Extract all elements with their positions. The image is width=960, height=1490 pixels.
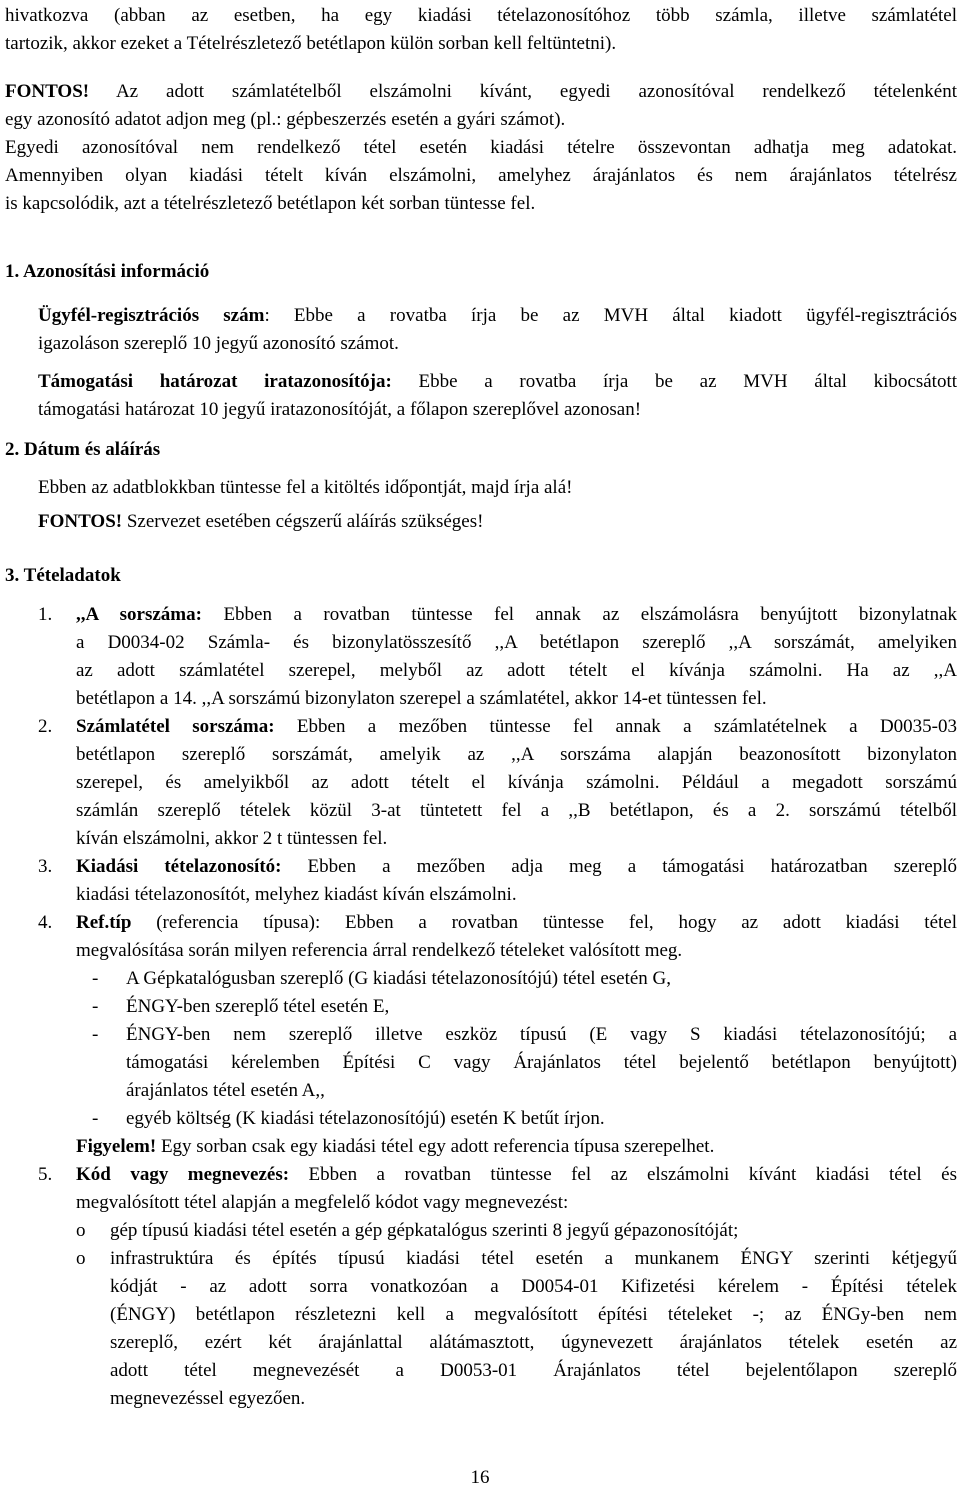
text-line (38, 304, 957, 328)
text-line: kódját - az adott sorra vonatkozóan a D0054-01 Kifizetési kérelem - Építési tételek (110, 1276, 957, 1297)
text-line (76, 603, 957, 627)
text-line: számlán szereplő tételek közül 3-at tüntetett fel a ,,B betétlapon, és a 2. sorszámú tételből (76, 800, 957, 821)
text-line (38, 510, 957, 534)
fontos-label: FONTOS! (5, 81, 90, 102)
text-line: a D0034-02 Számla- és bizonylatösszesítő ,,A betétlapon szereplő ,,A sorszámát, amelyiken (76, 632, 957, 653)
circle-bullet: o (76, 1248, 86, 1269)
text-line: kíván elszámolni, akkor 2 t tüntessen fel. (76, 828, 388, 849)
fontos-label: FONTOS! (38, 511, 123, 532)
dash-bullet: - (92, 1108, 99, 1129)
dash-bullet: - (92, 996, 99, 1017)
text-line: Ebben az adatblokkban tüntesse fel a kitöltés időpontját, majd írja alá! (38, 477, 573, 498)
text-line (76, 1163, 957, 1187)
text-span: Ebben a rovatban tüntesse fel annak az elszámolásra benyújtott bizonylatnak (201, 604, 957, 625)
text-line (76, 715, 957, 739)
text-line: tartozik, akkor ezeket a Tételrészletező betétlapon külön sorban kell feltüntetni). (5, 33, 617, 54)
text-line (76, 855, 957, 879)
text-line: megvalósított tétel alapján a megfelelő kódot vagy megnevezést: (76, 1192, 569, 1213)
text-span: Ebben a mezőben adja meg a támogatási határozatban szereplő (281, 856, 957, 877)
text-line (76, 911, 957, 935)
item-number: 3. (38, 856, 53, 877)
text-line: betétlapon a 14. ,,A sorszámú bizonylaton szerepel a számlatétel, akkor 14-et tüntessen fel. (76, 688, 767, 709)
term: ,,A sorszáma: (76, 604, 202, 625)
text-line: egy azonosító adatot adjon meg (pl.: gépbeszerzés esetén a gyári számot). (5, 109, 566, 130)
text-line: ÉNGY-ben szereplő tétel esetén E, (126, 996, 390, 1017)
term: Ügyfél-regisztrációs szám (38, 305, 265, 326)
section-heading: 2. Dátum és aláírás (5, 439, 161, 460)
circle-bullet: o (76, 1220, 86, 1241)
text-span: (referencia típusa): Ebben a rovatban tüntesse fel, hogy az adott kiadási tétel (131, 912, 957, 933)
text-span: Szervezet esetében cégszerű aláírás szükséges! (122, 511, 484, 532)
text-line: Egyedi azonosítóval nem rendelkező tétel esetén kiadási tételre összevontan adhatja meg adatokat. (5, 137, 957, 158)
section-heading: 3. Tételadatok (5, 565, 121, 586)
text-line: egyéb költség (K kiadási tételazonosítójú) esetén K betűt írjon. (126, 1108, 605, 1129)
item-number: 5. (38, 1164, 53, 1185)
text-span: Ebben a rovatban tüntesse fel az elszámolni kívánt kiadási tétel és (289, 1164, 957, 1185)
text-span: Ebben a mezőben tüntesse fel annak a számlatételnek a D0035-03 (274, 716, 957, 737)
text-line: hivatkozva (abban az esetben, ha egy kiadási tételazonosítóhoz több számla, illetve számlatétel (5, 5, 957, 26)
text-span: Az adott számlatételből elszámolni kívánt, egyedi azonosítóval rendelkező tételenként (89, 81, 957, 102)
text-line: is kapcsolódik, azt a tételrészletező betétlapon két sorban tüntesse fel. (5, 193, 536, 214)
text-span: : Ebbe a rovatba írja be az MVH által kiadott ügyfél-regisztrációs (264, 305, 957, 326)
item-number: 1. (38, 604, 53, 625)
text-line: igazoláson szereplő 10 jegyű azonosító számot. (38, 333, 399, 354)
text-span: Ebbe a rovatba írja be az MVH által kibocsátott (391, 371, 957, 392)
dash-bullet: - (92, 1024, 99, 1045)
text-line: betétlapon szereplő sorszámát, amelyik az ,,A sorszáma alapján beazonosított bizonylaton (76, 744, 957, 765)
text-line: támogatási határozat 10 jegyű iratazonosítóját, a főlapon szereplővel azonosan! (38, 399, 642, 420)
text-line: árajánlatos tétel esetén A,, (126, 1080, 325, 1101)
text-line (5, 80, 957, 104)
page-number: 16 (470, 1467, 490, 1488)
text-line: ÉNGY-ben nem szereplő illetve eszköz típusú (E vagy S kiadási tételazonosítójú; a (126, 1024, 957, 1045)
text-line (38, 370, 957, 394)
text-line: A Gépkatalógusban szereplő (G kiadási tételazonosítójú) tétel esetén G, (126, 968, 672, 989)
term: Ref.típ (76, 912, 132, 933)
warning-label: Figyelem! (76, 1136, 157, 1157)
item-number: 2. (38, 716, 53, 737)
text-line: szerepel, és amelyikből az adott tételt el kívánja számolni. Például a megadott sorszámú (76, 772, 957, 793)
text-line: infrastruktúra és építés típusú kiadási tétel esetén a munkanem ÉNGY szerinti kétjegyű (110, 1248, 957, 1269)
text-line: Amennyiben olyan kiadási tételt kíván elszámolni, amelyhez árajánlatos és nem árajánlatos tételrész (5, 165, 957, 186)
text-line: támogatási kérelemben Építési C vagy Árajánlatos tétel bejelentő betétlapon benyújtott) (126, 1052, 957, 1073)
text-line: (ÉNGY) betétlapon részletezni kell a megvalósított építési tételeket -; az ÉNGy-ben nem (110, 1304, 957, 1325)
term: Támogatási határozat iratazonosítója: (38, 371, 392, 392)
text-line: gép típusú kiadási tétel esetén a gép gépkatalógus szerinti 8 jegyű gépazonosítóját; (110, 1220, 739, 1241)
text-line: az adott számlatétel szerepel, melyből az adott tételt el kívánja számolni. Ha az ,,A (76, 660, 957, 681)
text-line: adott tétel megnevezését a D0053-01 Árajánlatos tétel bejelentőlapon szereplő (110, 1360, 957, 1381)
text-span: Egy sorban csak egy kiadási tétel egy adott referencia típusa szerepelhet. (156, 1136, 715, 1157)
item-number: 4. (38, 912, 53, 933)
term: Kiadási tételazonosító: (76, 856, 282, 877)
text-line: szereplő, ezért két árajánlattal alátámasztott, úgynevezett árajánlatos tételek esetén az (110, 1332, 957, 1353)
term: Kód vagy megnevezés: (76, 1164, 290, 1185)
dash-bullet: - (92, 968, 99, 989)
text-line: megvalósítása során milyen referencia árral rendelkező tételeket valósított meg. (76, 940, 683, 961)
text-line: kiadási tételazonosítót, melyhez kiadást kíván elszámolni. (76, 884, 517, 905)
term: Számlatétel sorszáma: (76, 716, 275, 737)
section-heading: 1. Azonosítási információ (5, 261, 210, 282)
text-line (76, 1135, 957, 1159)
text-line: megnevezéssel egyezően. (110, 1388, 306, 1409)
